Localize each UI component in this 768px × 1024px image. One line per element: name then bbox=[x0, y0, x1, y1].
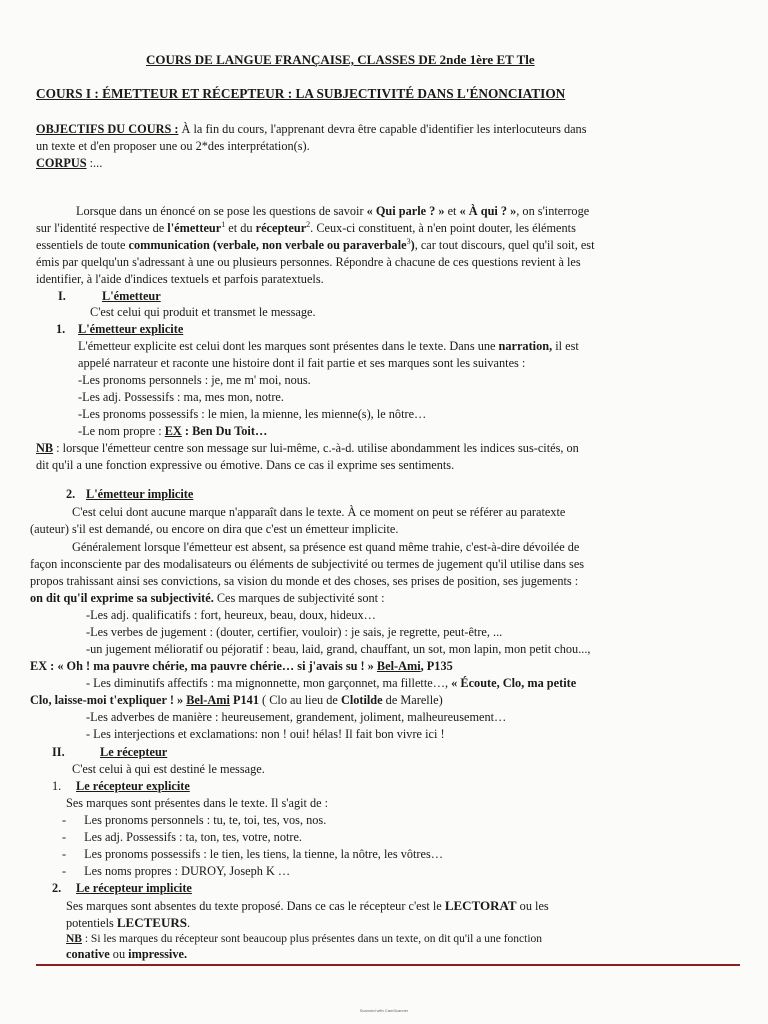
intro-line-4: émis par quelqu'un s'adressant à une ou plusieurs personnes. Répondre à chacune de ces questions revient à les bbox=[36, 255, 581, 269]
explicit-line-2: appelé narrateur et raconte une histoire dont il fait partie et ses marques sont les suivantes : bbox=[78, 356, 526, 370]
section-1-number: I. bbox=[58, 289, 66, 303]
nb-line-1: NB : lorsque l'émetteur centre son message sur lui-même, c.-à-d. utilise abondamment les indices sus-cités, on bbox=[36, 441, 579, 455]
scanner-footer: Scanned with CamScanner bbox=[359, 1008, 409, 1013]
nb-receiver-line-2: conative ou impressive. bbox=[66, 947, 188, 961]
subsection-1-1-title: L'émetteur explicite bbox=[78, 322, 184, 336]
subsection-2-2-number: 2. bbox=[52, 881, 62, 895]
implicit-receiver-line-1: Ses marques sont absentes du texte proposé. Dans ce cas le récepteur c'est le LECTORAT ou les bbox=[66, 898, 549, 913]
receiver-intro: Ses marques sont présentes dans le texte. Il s'agit de : bbox=[66, 796, 329, 810]
section-1-title: L'émetteur bbox=[102, 289, 161, 303]
example-line: Clo, laisse-moi t'expliquer ! » Bel-Ami P141 ( Clo au lieu de Clotilde de Marelle) bbox=[30, 693, 443, 707]
list-item: - Les adj. Possessifs : ta, ton, tes, votre, notre. bbox=[62, 830, 303, 844]
subsection-1-2-title: L'émetteur implicite bbox=[86, 487, 194, 501]
intro-line-3: essentiels de toute communication (verbale, non verbale ou paraverbale$^3$), car tout discours, quel qu'il soit, est bbox=[36, 236, 595, 252]
example-line: EX : « Oh ! ma pauvre chérie, ma pauvre chérie… si j'avais su ! » Bel-Ami, P135 bbox=[30, 659, 453, 673]
implicit-p2-line-3: propos trahissant ainsi ses convictions, sa vision du monde et des choses, ses prises de position, ses jugements : bbox=[30, 574, 579, 588]
subsection-2-1-title: Le récepteur explicite bbox=[76, 779, 190, 793]
objectives-label: OBJECTIFS DU COURS : bbox=[36, 122, 179, 136]
course-title: COURS I : ÉMETTEUR ET RÉCEPTEUR : LA SUBJECTIVITÉ DANS L'ÉNONCIATION bbox=[36, 86, 566, 101]
list-item: -Les pronoms personnels : je, me m' moi, nous. bbox=[78, 373, 311, 387]
implicit-p2-line-1: Généralement lorsque l'émetteur est absent, sa présence est quand même trahie, c'est-à-dire dévoilée de bbox=[72, 540, 580, 554]
list-item: - Les pronoms possessifs : le tien, les tiens, la tienne, la nôtre, les vôtres… bbox=[62, 847, 444, 861]
list-item: - Les noms propres : DUROY, Joseph K … bbox=[62, 864, 291, 878]
list-item: -Les adj. Possessifs : ma, mes mon, notre. bbox=[78, 390, 284, 404]
section-2-number: II. bbox=[52, 745, 65, 759]
section-1-definition: C'est celui qui produit et transmet le message. bbox=[90, 305, 316, 319]
list-item: -Le nom propre : EX : Ben Du Toit… bbox=[78, 424, 268, 438]
implicit-p1-line-1: C'est celui dont aucune marque n'apparaît dans le texte. À ce moment on peut se référer au paratexte bbox=[72, 505, 566, 519]
nb-label: NB bbox=[66, 933, 82, 945]
implicit-p2-line-4: on dit qu'il exprime sa subjectivité. Ces marques de subjectivité sont : bbox=[30, 591, 385, 605]
section-2-definition: C'est celui à qui est destiné le message. bbox=[72, 762, 265, 776]
list-item: -Les pronoms possessifs : le mien, la mienne, les mienne(s), le nôtre… bbox=[78, 407, 427, 421]
list-item: -un jugement mélioratif ou péjoratif : beau, laid, grand, chauffant, un sot, mon lapin, mon petit chou..., bbox=[86, 642, 591, 656]
nb-line-2: dit qu'il a une fonction expressive ou émotive. Dans ce cas il exprime ses sentiments. bbox=[36, 458, 455, 472]
intro-line-1: Lorsque dans un énoncé on se pose les questions de savoir « Qui parle ? » et « À qui ? », on s'interroge bbox=[76, 204, 590, 218]
objectives-line-2: un texte et d'en proposer une ou 2*des interprétation(s). bbox=[36, 139, 310, 153]
bottom-rule bbox=[36, 964, 740, 966]
objectives-line-1: OBJECTIFS DU COURS : À la fin du cours, l'apprenant devra être capable d'identifier les interlocuteurs dans bbox=[36, 122, 587, 136]
list-item: - Les interjections et exclamations: non ! oui! hélas! Il fait bon vivre ici ! bbox=[86, 727, 445, 741]
list-item: -Les adj. qualificatifs : fort, heureux, beau, doux, hideux… bbox=[86, 608, 376, 622]
corpus-label: CORPUS bbox=[36, 156, 87, 170]
corpus-line: CORPUS :... bbox=[36, 156, 103, 170]
subsection-2-1-number: 1. bbox=[52, 779, 62, 793]
section-2-title: Le récepteur bbox=[100, 745, 168, 759]
explicit-line-1: L'émetteur explicite est celui dont les marques sont présentes dans le texte. Dans une narration, il est bbox=[78, 339, 579, 353]
implicit-p1-line-2: (auteur) s'il est demandé, ou encore on dira que c'est un émetteur implicite. bbox=[30, 522, 399, 536]
implicit-receiver-line-2: potentiels LECTEURS. bbox=[66, 915, 191, 930]
document-title: COURS DE LANGUE FRANÇAISE, CLASSES DE 2nde 1ère ET Tle bbox=[146, 52, 535, 67]
nb-label: NB bbox=[36, 441, 54, 455]
intro-line-2: sur l'identité respective de l'émetteur$^1$ et du récepteur$^2$. Ceux-ci constituent, à n'en point douter, les éléments bbox=[36, 219, 576, 235]
nb-receiver-line-1: NB : Si les marques du récepteur sont beaucoup plus présentes dans un texte, on dit qu'il a une fonction bbox=[66, 933, 543, 945]
list-item: - Les pronoms personnels : tu, te, toi, tes, vos, nos. bbox=[62, 813, 327, 827]
subsection-2-2-title: Le récepteur implicite bbox=[76, 881, 192, 895]
implicit-p2-line-2: façon inconsciente par des modalisateurs ou éléments de subjectivité ou termes de jugement qu'il utilise dans ses bbox=[30, 557, 585, 571]
subsection-1-2-number: 2. bbox=[66, 487, 76, 501]
list-item: - Les diminutifs affectifs : ma mignonnette, mon garçonnet, ma fillette…, « Écoute, Clo, ma petite bbox=[86, 676, 577, 690]
list-item: -Les adverbes de manière : heureusement, grandement, joliment, malheureusement… bbox=[86, 710, 507, 724]
list-item: -Les verbes de jugement : (douter, certifier, vouloir) : je sais, je regrette, peut-être, ... bbox=[86, 625, 503, 639]
intro-line-5: identifier, à l'aide d'indices textuels et parfois paratextuels. bbox=[36, 272, 324, 286]
subsection-1-1-number: 1. bbox=[56, 322, 66, 336]
